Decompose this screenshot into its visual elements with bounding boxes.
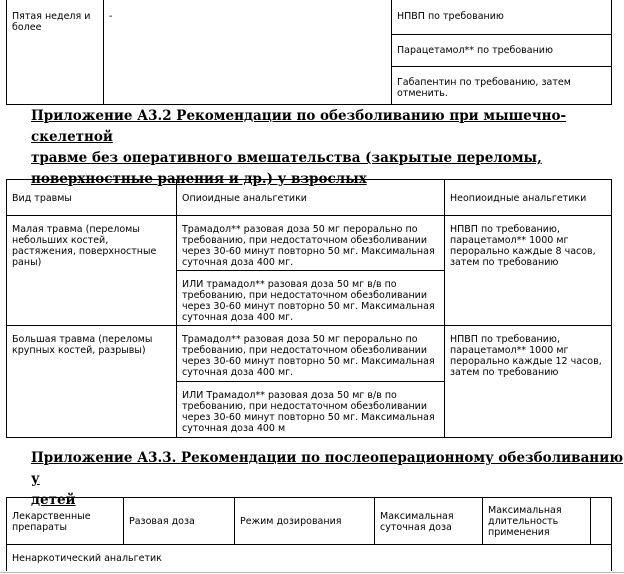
table-a33-header-empty bbox=[591, 498, 612, 545]
table-a33-section-nonnarcotic: Ненаркотический анальгетик bbox=[7, 545, 612, 571]
page-bottom-rule bbox=[0, 572, 624, 573]
table-a32-header-opioid: Опиоидные анальгетики bbox=[177, 180, 445, 216]
heading-appendix-a3-2 bbox=[31, 106, 624, 190]
table-top-cell-gabapentin: Габапентин по требованию, затем отменить. bbox=[392, 67, 612, 105]
table-a32-row1-nonopioid: НПВП по требованию, парацетамол** 1000 мг перорально каждые 8 часов, затем по требованию bbox=[445, 216, 612, 326]
table-a32-row2-type: Большая травма (переломы крупных костей, разрывы) bbox=[7, 326, 177, 438]
table-a3-3 bbox=[6, 497, 612, 571]
table-a3-2 bbox=[6, 179, 612, 438]
table-a33-header-max-duration: Максимальная длительность применения bbox=[483, 498, 591, 545]
table-a32-row1-type: Малая травма (переломы небольших костей, растяжения, поверхностные раны) bbox=[7, 216, 177, 326]
table-a32-header-nonopioid: Неопиоидные анальгетики bbox=[445, 180, 612, 216]
heading-a32-line2: травме без оперативного вмешательства (закрытые переломы, bbox=[31, 150, 542, 166]
table-top-cell-paracetamol: Парацетамол** по требованию bbox=[392, 35, 612, 67]
heading-a33-line1: Приложение А3.3. Рекомендации по послеоперационному обезболиванию у bbox=[31, 450, 624, 487]
table-a33-header-max-daily: Максимальная суточная доза bbox=[375, 498, 483, 545]
table-top-cell-week: Пятая неделя и более bbox=[7, 0, 104, 105]
table-top bbox=[6, 0, 612, 105]
table-a33-header-single-dose: Разовая доза bbox=[124, 498, 235, 545]
table-a32-row1-opioid-iv: ИЛИ трамадол** разовая доза 50 мг в/в по требованию, при недостаточном обезболивании через 30-60 минут повторно 50 мг. Максимальная суточная доза 400 мг. bbox=[177, 271, 445, 326]
table-a33-header-regimen: Режим дозирования bbox=[235, 498, 375, 545]
heading-a32-line1: Приложение А3.2 Рекомендации по обезболиванию при мышечно-скелетной bbox=[31, 108, 567, 145]
table-top-cell-nsaid: НПВП по требованию bbox=[392, 0, 612, 35]
table-top-cell-opioid: - bbox=[104, 0, 392, 105]
heading-a33-line2: детей bbox=[31, 492, 76, 508]
table-a32-row2-opioid-oral: Трамадол** разовая доза 50 мг перорально по требованию, при недостаточном обезболивании через 30-60 минут повторно 50 мг. Максимальная суточная доза 400 мг. bbox=[177, 326, 445, 382]
table-a32-row2-opioid-iv: ИЛИ Трамадол** разовая доза 50 мг в/в по требованию, при недостаточном обезболивании через 30-60 минут повторно 50 мг. Максимальная суточная доза 400 м bbox=[177, 382, 445, 438]
heading-a32-line3: поверхностные ранения и др.) у взрослых bbox=[31, 171, 367, 187]
table-a33-header-drugs: Лекарственные препараты bbox=[7, 498, 124, 545]
table-a32-header-type: Вид травмы bbox=[7, 180, 177, 216]
table-a32-row1-opioid-oral: Трамадол** разовая доза 50 мг перорально по требованию, при недостаточном обезболивании через 30-60 минут повторно 50 мг. Максимальная суточная доза 400 мг. bbox=[177, 216, 445, 271]
table-a32-row2-nonopioid: НПВП по требованию, парацетамол** 1000 мг перорально каждые 12 часов, затем по требованию bbox=[445, 326, 612, 438]
